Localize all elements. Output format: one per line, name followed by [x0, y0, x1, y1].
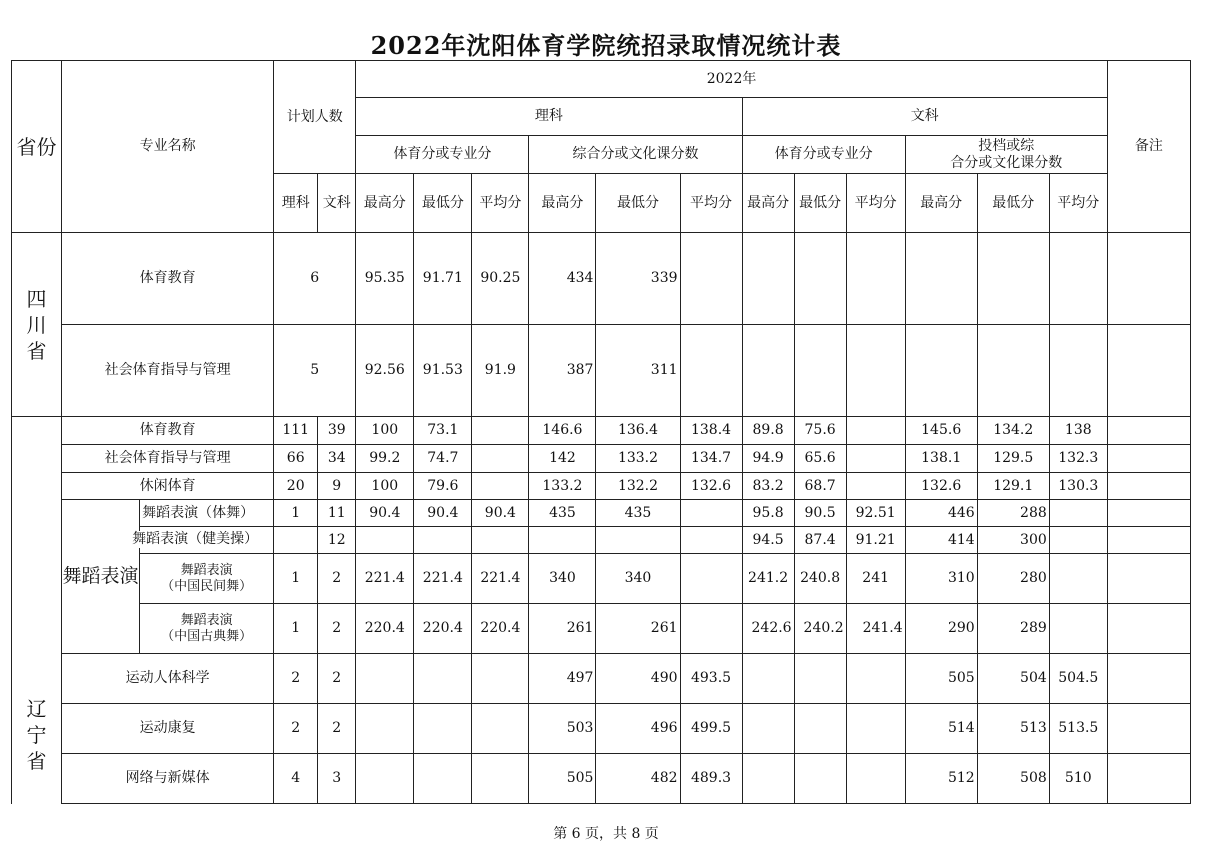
table-row [12, 233, 1191, 325]
table-row [12, 704, 1191, 754]
cell [529, 527, 596, 554]
cell [1107, 417, 1190, 445]
dance-sub-major: 舞蹈表演（体舞） [140, 500, 274, 527]
dance-sub-major: 舞蹈表演（健美操） [140, 527, 274, 554]
plan-count: 6 [274, 233, 356, 325]
cell [680, 527, 742, 554]
cell [1107, 554, 1190, 604]
cell: 91.9 [472, 325, 529, 417]
cell: 493.5 [680, 654, 742, 704]
cell: 2 [274, 704, 318, 754]
cell: 142 [529, 445, 596, 473]
cell [846, 325, 905, 417]
cell [742, 325, 794, 417]
header-min: 最低分 [596, 174, 680, 233]
cell [472, 654, 529, 704]
cell [472, 473, 529, 500]
cell [356, 704, 414, 754]
cell [414, 527, 472, 554]
cell [794, 325, 846, 417]
cell: 503 [529, 704, 596, 754]
cell [846, 233, 905, 325]
cell: 73.1 [414, 417, 472, 445]
cell: 280 [977, 554, 1049, 604]
cell [1107, 604, 1190, 654]
cell [1107, 473, 1190, 500]
cell: 94.5 [742, 527, 794, 554]
cell [1107, 445, 1190, 473]
cell: 311 [596, 325, 680, 417]
cell [794, 704, 846, 754]
cell [1107, 654, 1190, 704]
cell: 340 [596, 554, 680, 604]
cell: 499.5 [680, 704, 742, 754]
major-name: 休闲体育 [62, 473, 274, 500]
cell: 220.4 [356, 604, 414, 654]
cell [356, 527, 414, 554]
table-row [12, 554, 1191, 604]
header-max: 最高分 [742, 174, 794, 233]
table-row [12, 325, 1191, 417]
header-avg: 平均分 [472, 174, 529, 233]
cell [1107, 233, 1190, 325]
cell: 133.2 [596, 445, 680, 473]
cell [977, 233, 1049, 325]
page-title: 2022年沈阳体育学院统招录取情况统计表 [370, 31, 842, 60]
cell: 504.5 [1049, 654, 1107, 704]
cell: 90.25 [472, 233, 529, 325]
table-row [12, 473, 1191, 500]
cell: 146.6 [529, 417, 596, 445]
cell: 497 [529, 654, 596, 704]
cell [846, 654, 905, 704]
cell [846, 445, 905, 473]
cell: 1 [274, 500, 318, 527]
cell: 340 [529, 554, 596, 604]
cell: 129.5 [977, 445, 1049, 473]
cell [1107, 527, 1190, 554]
cell: 133.2 [529, 473, 596, 500]
header-arts-comp-line2: 合分或文化课分数 [950, 154, 1063, 171]
cell: 91.71 [414, 233, 472, 325]
cell: 90.4 [356, 500, 414, 527]
cell [1049, 527, 1107, 554]
cell [680, 325, 742, 417]
table-row [12, 527, 1191, 554]
cell: 4 [274, 754, 318, 804]
cell: 446 [905, 500, 977, 527]
cell: 508 [977, 754, 1049, 804]
cell [356, 654, 414, 704]
cell: 65.6 [794, 445, 846, 473]
major-name: 体育教育 [62, 233, 274, 325]
cell: 132.6 [905, 473, 977, 500]
major-name: 运动人体科学 [62, 654, 274, 704]
cell: 95.35 [356, 233, 414, 325]
header-avg: 平均分 [680, 174, 742, 233]
cell [414, 654, 472, 704]
header-arts-comp-line1: 投档或综 [978, 137, 1035, 154]
cell: 414 [905, 527, 977, 554]
cell: 12 [318, 527, 356, 554]
cell [1049, 554, 1107, 604]
header-science: 理科 [356, 98, 742, 136]
table-row [12, 417, 1191, 445]
cell: 11 [318, 500, 356, 527]
cell [1049, 500, 1107, 527]
cell [356, 754, 414, 804]
cell [905, 325, 977, 417]
cell: 504 [977, 654, 1049, 704]
cell: 514 [905, 704, 977, 754]
cell [742, 233, 794, 325]
cell: 138.1 [905, 445, 977, 473]
cell: 132.3 [1049, 445, 1107, 473]
cell: 505 [905, 654, 977, 704]
cell: 39 [318, 417, 356, 445]
cell: 387 [529, 325, 596, 417]
cell: 95.8 [742, 500, 794, 527]
cell [274, 527, 318, 554]
header-arts: 文科 [742, 98, 1107, 136]
header-major: 专业名称 [62, 61, 274, 233]
header-min: 最低分 [414, 174, 472, 233]
cell: 130.3 [1049, 473, 1107, 500]
header-arts-comp-score [905, 136, 1107, 174]
header-max: 最高分 [356, 174, 414, 233]
cell [794, 654, 846, 704]
cell: 9 [318, 473, 356, 500]
cell [1107, 704, 1190, 754]
cell: 221.4 [414, 554, 472, 604]
admission-table [11, 60, 1191, 804]
cell: 221.4 [472, 554, 529, 604]
cell: 92.56 [356, 325, 414, 417]
cell: 89.8 [742, 417, 794, 445]
header-plan: 计划人数 [274, 61, 356, 174]
cell: 99.2 [356, 445, 414, 473]
cell: 132.2 [596, 473, 680, 500]
header-min: 最低分 [977, 174, 1049, 233]
cell: 91.21 [846, 527, 905, 554]
cell: 505 [529, 754, 596, 804]
cell: 220.4 [414, 604, 472, 654]
cell: 68.7 [794, 473, 846, 500]
cell: 79.6 [414, 473, 472, 500]
cell: 94.9 [742, 445, 794, 473]
major-name: 网络与新媒体 [62, 754, 274, 804]
page-footer: 第 6 页，共 8 页 [553, 826, 659, 842]
cell [1107, 325, 1190, 417]
plan-count: 5 [274, 325, 356, 417]
cell: 2 [318, 654, 356, 704]
cell [1049, 233, 1107, 325]
cell: 261 [529, 604, 596, 654]
cell: 75.6 [794, 417, 846, 445]
header-avg: 平均分 [846, 174, 905, 233]
cell: 100 [356, 473, 414, 500]
cell: 90.4 [472, 500, 529, 527]
cell: 434 [529, 233, 596, 325]
cell: 134.7 [680, 445, 742, 473]
cell: 92.51 [846, 500, 905, 527]
table-row [12, 754, 1191, 804]
cell: 482 [596, 754, 680, 804]
cell: 513 [977, 704, 1049, 754]
cell: 310 [905, 554, 977, 604]
cell: 435 [596, 500, 680, 527]
cell [905, 233, 977, 325]
cell: 221.4 [356, 554, 414, 604]
dance-sub-major: 舞蹈表演 （中国民间舞） [140, 554, 274, 604]
major-name: 体育教育 [62, 417, 274, 445]
cell: 510 [1049, 754, 1107, 804]
cell: 2 [318, 554, 356, 604]
major-name: 运动康复 [62, 704, 274, 754]
cell [846, 473, 905, 500]
major-name: 社会体育指导与管理 [62, 445, 274, 473]
cell: 435 [529, 500, 596, 527]
province-sichuan: 四 川 省 [12, 233, 62, 417]
cell: 513.5 [1049, 704, 1107, 754]
cell [742, 704, 794, 754]
header-remark: 备注 [1107, 61, 1190, 233]
cell: 138 [1049, 417, 1107, 445]
cell: 220.4 [472, 604, 529, 654]
header-plan-arts: 文科 [318, 174, 356, 233]
dance-group-label: 舞蹈表演 [62, 500, 140, 654]
cell [680, 554, 742, 604]
cell: 129.1 [977, 473, 1049, 500]
cell [1049, 604, 1107, 654]
dance-sub-major: 舞蹈表演 （中国古典舞） [140, 604, 274, 654]
cell: 490 [596, 654, 680, 704]
cell [414, 704, 472, 754]
cell [472, 527, 529, 554]
cell: 20 [274, 473, 318, 500]
header-avg: 平均分 [1049, 174, 1107, 233]
cell: 132.6 [680, 473, 742, 500]
cell: 489.3 [680, 754, 742, 804]
cell: 240.8 [794, 554, 846, 604]
major-name: 社会体育指导与管理 [62, 325, 274, 417]
cell [596, 527, 680, 554]
cell: 3 [318, 754, 356, 804]
cell [742, 754, 794, 804]
cell: 90.5 [794, 500, 846, 527]
cell: 241.2 [742, 554, 794, 604]
cell [680, 233, 742, 325]
header-sci-sport-score: 体育分或专业分 [356, 136, 529, 174]
cell: 288 [977, 500, 1049, 527]
cell: 261 [596, 604, 680, 654]
header-arts-sport-score: 体育分或专业分 [742, 136, 905, 174]
cell: 240.2 [794, 604, 846, 654]
cell [794, 233, 846, 325]
cell: 136.4 [596, 417, 680, 445]
cell: 100 [356, 417, 414, 445]
cell: 90.4 [414, 500, 472, 527]
cell: 91.53 [414, 325, 472, 417]
cell: 66 [274, 445, 318, 473]
cell: 2 [318, 704, 356, 754]
province-liaoning: 辽 宁 省 [12, 417, 62, 804]
header-min: 最低分 [794, 174, 846, 233]
cell: 34 [318, 445, 356, 473]
cell [414, 754, 472, 804]
cell: 241 [846, 554, 905, 604]
header-max: 最高分 [905, 174, 977, 233]
cell [846, 417, 905, 445]
cell [794, 754, 846, 804]
cell: 138.4 [680, 417, 742, 445]
cell: 2 [274, 654, 318, 704]
cell: 496 [596, 704, 680, 754]
header-plan-sci: 理科 [274, 174, 318, 233]
cell [1107, 500, 1190, 527]
cell: 289 [977, 604, 1049, 654]
cell: 1 [274, 604, 318, 654]
cell: 512 [905, 754, 977, 804]
header-sci-comp-score: 综合分或文化课分数 [529, 136, 742, 174]
cell [680, 604, 742, 654]
cell: 111 [274, 417, 318, 445]
cell [977, 325, 1049, 417]
cell [1107, 754, 1190, 804]
cell [1049, 325, 1107, 417]
cell: 1 [274, 554, 318, 604]
header-max: 最高分 [529, 174, 596, 233]
header-province: 省份 [12, 61, 62, 233]
cell: 290 [905, 604, 977, 654]
table-row [12, 654, 1191, 704]
cell [846, 754, 905, 804]
cell: 2 [318, 604, 356, 654]
cell: 242.6 [742, 604, 794, 654]
cell [472, 417, 529, 445]
table-row [12, 604, 1191, 654]
cell [472, 445, 529, 473]
header-year: 2022年 [356, 61, 1108, 98]
cell: 145.6 [905, 417, 977, 445]
cell: 87.4 [794, 527, 846, 554]
cell: 83.2 [742, 473, 794, 500]
cell: 300 [977, 527, 1049, 554]
cell: 134.2 [977, 417, 1049, 445]
table-row [12, 445, 1191, 473]
cell [742, 654, 794, 704]
cell [680, 500, 742, 527]
cell [846, 704, 905, 754]
table-row [12, 500, 1191, 527]
cell [472, 754, 529, 804]
cell: 74.7 [414, 445, 472, 473]
cell: 241.4 [846, 604, 905, 654]
cell: 339 [596, 233, 680, 325]
cell [472, 704, 529, 754]
